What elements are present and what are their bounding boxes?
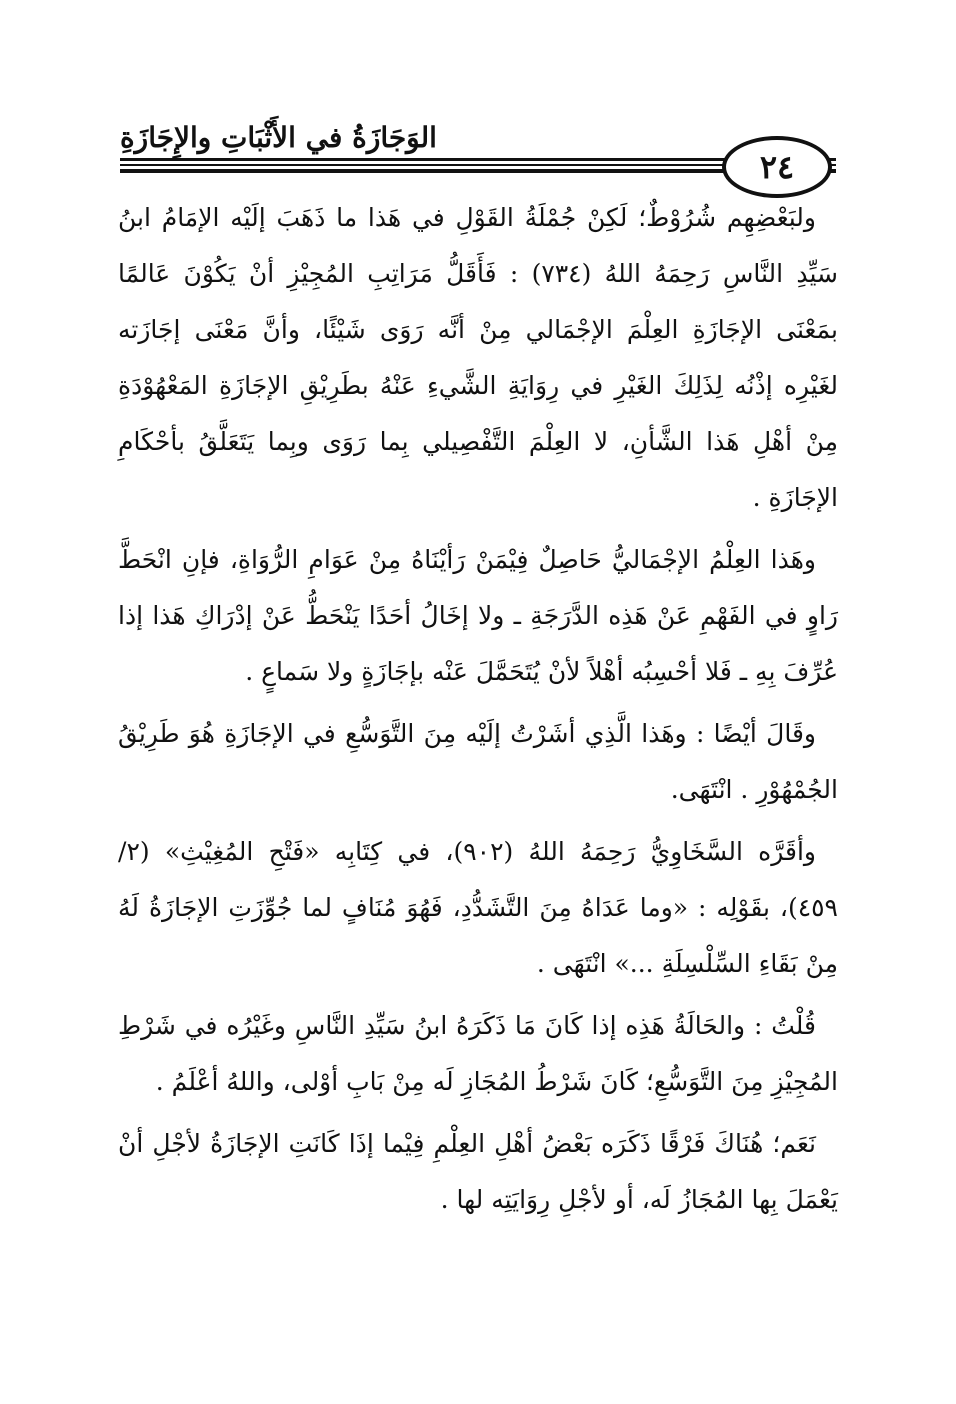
paragraph: وهَذا العِلْمُ الإجْمَاليُّ حَاصِلٌ فِيْمَنْ رَأيْنَاهُ مِنْ عَوَامِ الرُّوَاةِ، فإنِ انْحَطَّ رَاوٍ في الفَهْمِ عَنْ هَذِه الدَّرَجَةِ ـ ولا إخَالُ أحَدًا يَنْحَطُّ عَنْ إدْرَاكِ هَذا إذا عُرِّفَ بِهِ ـ فَلا أحْسِبُه أهْلاً لأنْ يُتَحَمَّلَ عَنْه بإجَازَةٍ ولا سَماعٍ . <box>118 545 838 686</box>
paragraph: وأقَرَّه السَّخَاوِيُّ رَحِمَهُ اللهُ (٩٠٢)، في كِتَابِه «فَتْحِ المُغِيْثِ» (٢/ ٤٥٩)، بقَوْلِه : «وما عَدَاهُ مِنَ التَّشَدُّدِ، فَهُوَ مُنَافٍ لما جُوِّزَتِ الإجَازَةُ لَهُ مِنْ بَقَاءِ السِّلْسِلَةِ ...» انْتَهَى . <box>118 837 838 978</box>
body-text <box>118 190 838 1234</box>
paragraph: ولبَعْضِهِم شُرُوْطٌ؛ لَكِنْ جُمْلَةُ القَوْلِ في هَذا ما ذَهَبَ إلَيْه الإمَامُ ابنُ سَيِّدِ النَّاسِ رَحِمَهُ اللهُ (٧٣٤) : فَأَقَلُّ مَرَاتِبِ المُجِيْزِ أنْ يَكُوْنَ عَالمًا بمَعْنَى الإجَازَةِ العِلْمَ الإجْمَالي مِنْ أنَّه رَوَى شَيْئًا، وأنَّ مَعْنَى إجَازَته لغَيْرِه إذْنُه لِذَلِكَ الغَيْرِ في رِوَايَةِ الشَّيءِ عَنْهُ بطَرِيْقِ الإجَازَةِ المَعْهُوْدَةِ مِنْ أهْلِ هَذا الشَّأنِ، لا العِلْمَ التَّفْصِيلي بِما رَوَى وبِما يَتَعَلَّقُ بأحْكَامِ الإجَازَةِ . <box>118 203 838 512</box>
paragraph: وقَالَ أيْضًا : وهَذا الَّذِي أشَرْتُ إلَيْه مِنَ التَّوَسُّعِ في الإجَازَةِ هُوَ طَرِيْقُ الجُمْهُوْرِ . انْتَهَى. <box>118 719 838 804</box>
running-title: الوَجَازَةُ في الأَثْبَاتِ والإِجَازَةِ <box>120 121 437 154</box>
paragraph: نَعَم؛ هُنَاكَ فَرْقًا ذَكَرَه بَعْضُ أهْلِ العِلْمِ فِيْما إذَا كَانَتِ الإجَازَةُ لأجْلِ أنْ يَعْمَلَ بِها المُجَازُ لَه، أو لأجْلِ رِوَايَتِه لها . <box>118 1129 838 1214</box>
paragraph: قُلْتُ : والحَالَةُ هَذِه إذا كَانَ مَا ذَكَرَهُ ابنُ سَيِّدِ النَّاسِ وغَيْرُه في شَرْطِ المُجِيْزِ مِنَ التَّوَسُّعِ؛ كَانَ شَرْطُ المُجَازِ لَه مِنْ بَابِ أوْلى، واللهُ أعْلَمُ . <box>118 1011 838 1096</box>
page-number: ٢٤ <box>722 136 832 198</box>
